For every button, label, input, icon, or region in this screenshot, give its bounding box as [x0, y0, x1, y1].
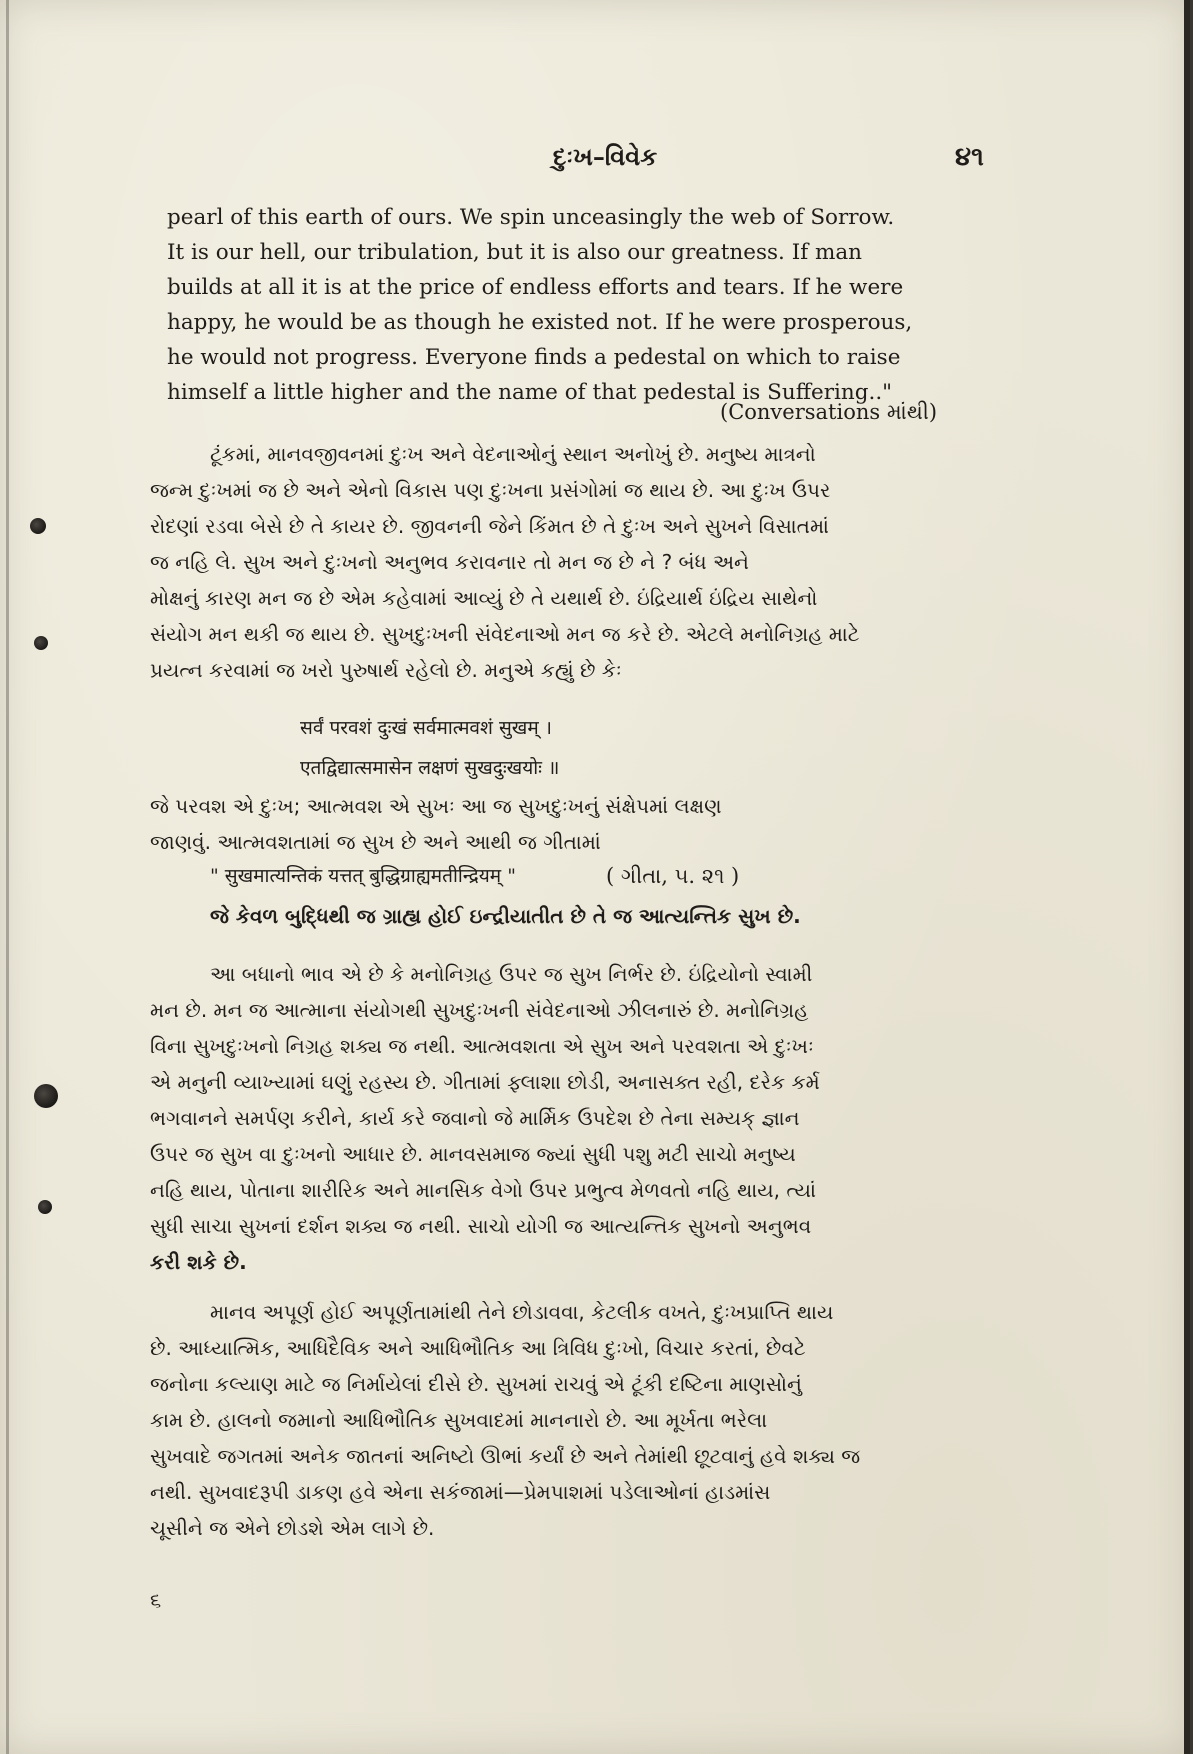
quote-line: builds at all it is at the price of endless efforts and tears. If he were [167, 275, 904, 300]
text-line: માનવ અપૂર્ણ હોઈ અપૂર્ણતામાંથી તેને છોડાવવા, કેટલીક વખતે, દુઃખપ્રાપ્તિ થાય [210, 1300, 834, 1324]
text-line: ચૂસીને જ એને છોડશે એમ લાગે છે. [150, 1516, 435, 1540]
page-edge-shadow [1184, 0, 1190, 1754]
shloka-line-2: एतद्विद्यात्समासेन लक्षणं सुखदुःखयोः ॥ [300, 757, 560, 779]
shloka-line-1: सर्वं परवशं दुःखं सर्वमात्मवशं सुखम् । [300, 717, 552, 739]
binding-hole [34, 636, 48, 650]
text-line: જન્મ દુઃખમાં જ છે અને એનો વિકાસ પણ દુઃખના પ્રસંગોમાં જ થાય છે. આ દુઃખ ઉપર [150, 478, 831, 502]
text-line: કામ છે. હાલનો જમાનો આધિભૌતિક સુખવાદમાં માનનારો છે. આ મૂર્ખતા ભરેલા [150, 1408, 768, 1432]
text-line: એ મનુની વ્યાખ્યામાં ઘણું રહસ્ય છે. ગીતામાં ફ્લાશા છોડી, અનાસક્ત રહી, દરેક કર્મ [150, 1070, 820, 1094]
text-line: સુધી સાચા સુખનાં દર્શન શક્ય જ નથી. સાચો યોગી જ આત્યન્તિક સુખનો અનુભવ [150, 1214, 812, 1238]
text-line: સુખવાદે જગતમાં અનેક જાતનાં અનિષ્ટો ઊભાં કર્યાં છે અને તેમાંથી છૂટવાનું હવે શક્ય જ [150, 1444, 861, 1468]
text-line: મન છે. મન જ આત્માના સંયોગથી સુખદુઃખની સંવેદનાઓ ઝીલનારું છે. મનોનિગ્રહ [150, 998, 809, 1022]
gita-quote-sanskrit: " सुखमात्यन्तिकं यत्तत् बुद्धिग्राह्यमतीन्द्रियम् " [210, 865, 516, 887]
paragraph-2 [150, 788, 990, 860]
binding-hole [34, 1084, 58, 1108]
text-line: ઉપર જ સુખ વા દુઃખનો આધાર છે. માનવસમાજ જ્યાં સુધી પશુ મટી સાચો મનુષ્ય [150, 1142, 796, 1166]
text-line: જનોના કલ્યાણ માટે જ નિર્માયેલાં દીસે છે. સુખમાં રાચવું એ ટૂંકી દષ્ટિના માણસોનું [150, 1372, 802, 1396]
text-line: ભગવાનને સમર્પણ કરીને, કાર્ય કરે જવાનો જે માર્મિક ઉપદેશ છે તેના સમ્યક્ જ્ઞાન [150, 1106, 800, 1130]
text-line: છે. આધ્યાત્મિક, આધિદૈવિક અને આધિભૌતિક આ ત્રિવિધ દુઃખો, વિચાર કરતાં, છેવટે [150, 1336, 806, 1360]
quote-line: himself a little higher and the name of that pedestal is Suffering.." [167, 380, 893, 405]
text-line: જે કેવળ બુદ્ધિથી જ ગ્રાહ્ય હોઈ ઇન્દ્રીયાતીત છે તે જ આત્યન્તિક સુખ છે. [210, 904, 801, 928]
text-line: કરી શકે છે. [150, 1250, 247, 1274]
paragraph-3 [150, 898, 990, 934]
signature-mark: ૬ [150, 1588, 162, 1612]
quote-line: It is our hell, our tribulation, but it is also our greatness. If man [167, 240, 863, 265]
running-header-title: દુઃખ–વિવેક [552, 142, 658, 171]
english-quote [167, 200, 977, 410]
quote-line: he would not progress. Everyone finds a pedestal on which to raise [167, 345, 901, 370]
text-line: વિના સુખદુઃખનો નિગ્રહ શક્ય જ નથી. આત્મવશતા એ સુખ અને પરવશતા એ દુઃખઃ [150, 1034, 814, 1058]
text-line: નહિ થાય, પોતાના શારીરિક અને માનસિક વેગો ઉપર પ્રભુત્વ મેળવતો નહિ થાય, ત્યાં [150, 1178, 816, 1202]
paragraph-1 [150, 436, 990, 688]
text-line: ટૂંકમાં, માનવજીવનમાં દુઃખ અને વેદનાઓનું સ્થાન અનોખું છે. મનુષ્ય માત્રનો [210, 442, 816, 466]
quote-source: (Conversations માંથી) [720, 400, 938, 424]
binding-hole [38, 1200, 52, 1214]
text-line: સંયોગ મન થકી જ થાય છે. સુખદુઃખની સંવેદનાઓ મન જ કરે છે. એટલે મનોનિગ્રહ માટે [150, 622, 860, 646]
paragraph-5 [150, 1294, 990, 1546]
binding-hole [30, 518, 46, 534]
text-line: નથી. સુખવાદરૂપી ડાકણ હવે એના સકંજામાં—પ્રેમપાશમાં પડેલાઓનાં હાડમાંસ [150, 1480, 771, 1504]
text-line: પ્રયત્ન કરવામાં જ ખરો પુરુષાર્થ રહેલો છે. મનુએ કહ્યું છે કેઃ [150, 658, 622, 682]
text-line: જ નહિ લે. સુખ અને દુઃખનો અનુભવ કરાવનાર તો મન જ છે ને ? બંધ અને [150, 550, 749, 574]
text-line: જે પરવશ એ દુઃખ; આત્મવશ એ સુખઃ આ જ સુખદુઃખનું સંક્ષેપમાં લક્ષણ [150, 794, 722, 818]
paragraph-4 [150, 956, 990, 1280]
quote-line: pearl of this earth of ours. We spin unceasingly the web of Sorrow. [167, 205, 895, 230]
text-line: રોદણાં રડવા બેસે છે તે કાયર છે. જીવનની જેને કિંમત છે તે દુઃખ અને સુખને વિસાતમાં [150, 514, 829, 538]
page-number: ૪૧ [955, 142, 984, 172]
quote-line: happy, he would be as though he existed not. If he were prosperous, [167, 310, 913, 335]
text-line: મોક્ષનું કારણ મન જ છે એમ કહેવામાં આવ્યું છે તે યથાર્થ છે. ઇંદ્રિયાર્થ ઇંદ્રિય સાથેનો [150, 586, 818, 610]
gita-quote-reference: ( ગીતા, ૫. ૨૧ ) [606, 864, 740, 888]
text-line: આ બધાનો ભાવ એ છે કે મનોનિગ્રહ ઉપર જ સુખ નિર્ભર છે. ઇંદ્રિયોનો સ્વામી [210, 962, 813, 986]
binding-edge [6, 0, 9, 1754]
text-line: જાણવું. આત્મવશતામાં જ સુખ છે અને આથી જ ગીતામાં [150, 830, 601, 854]
